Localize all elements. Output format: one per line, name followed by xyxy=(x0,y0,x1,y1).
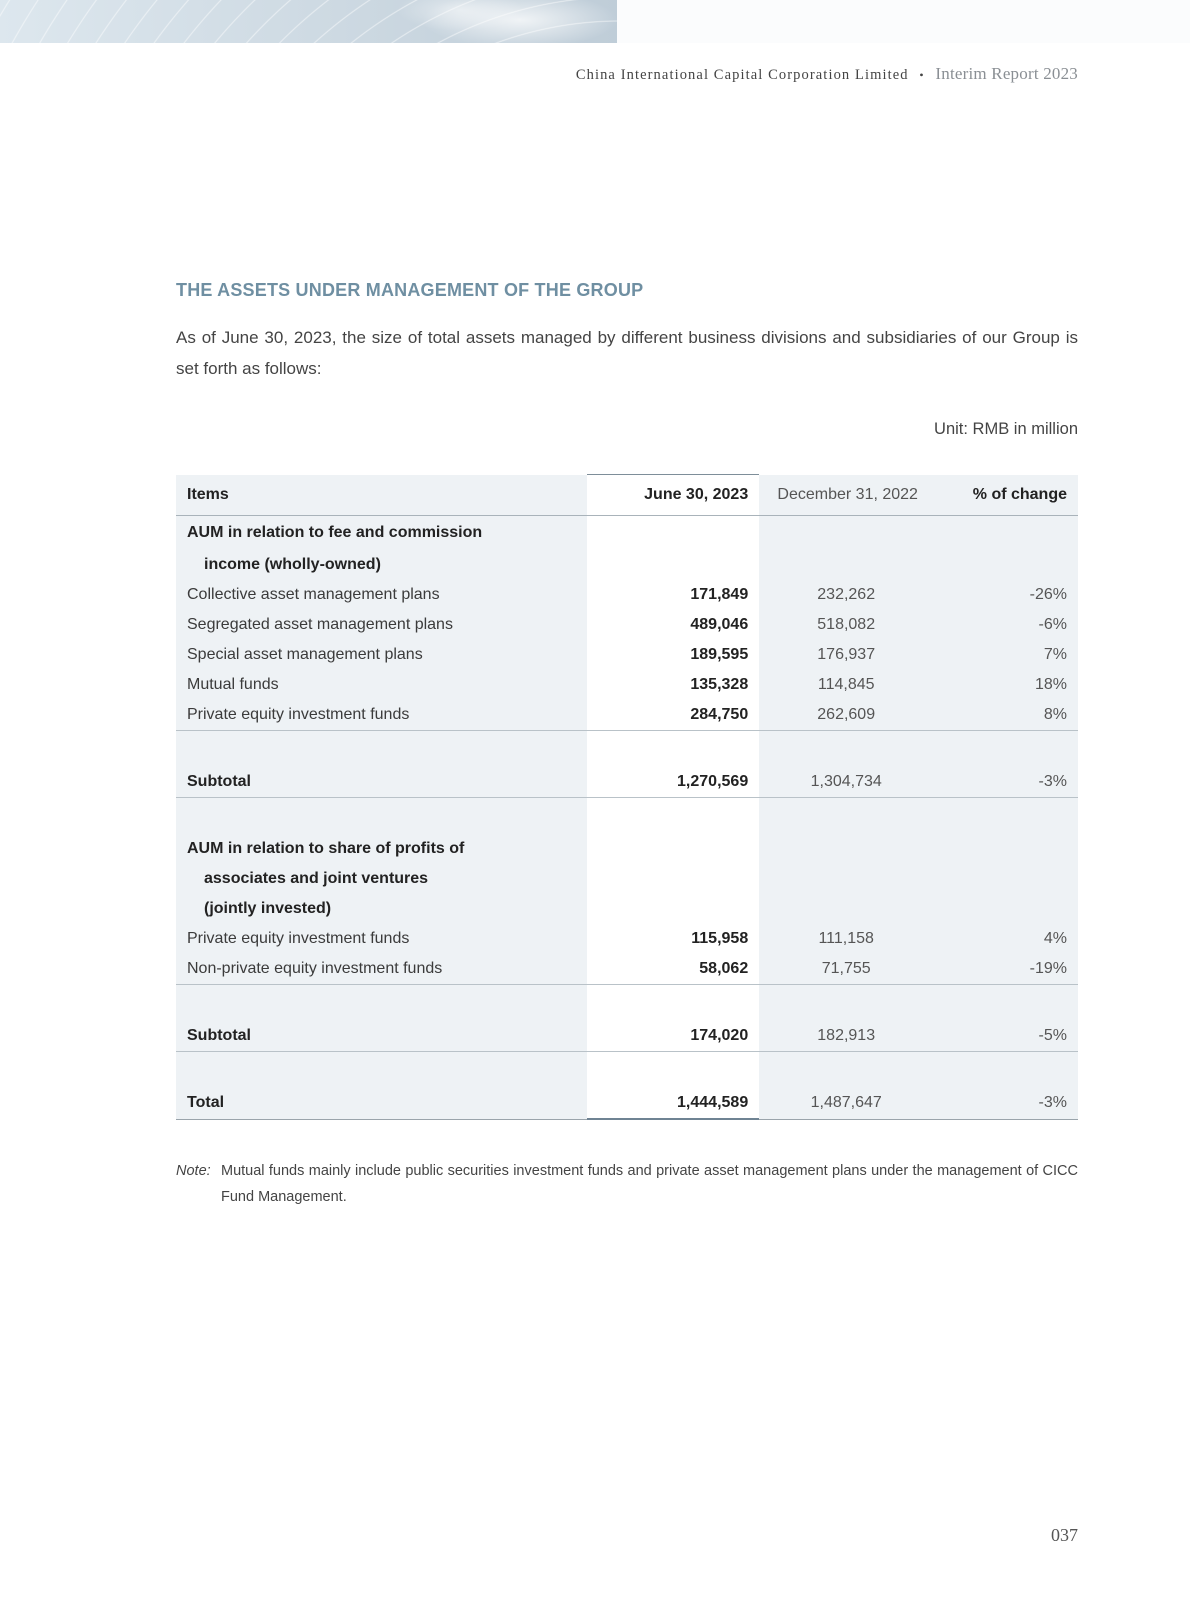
row-jun-value: 171,849 xyxy=(587,580,759,610)
table-row xyxy=(176,610,1078,640)
col-header-jun-2023: June 30, 2023 xyxy=(587,475,759,516)
table-header-row xyxy=(176,475,1078,516)
table-row xyxy=(176,954,1078,985)
intro-paragraph: As of June 30, 2023, the size of total assets managed by different business divisions and subsidiaries of our Group is set forth as follows: xyxy=(176,328,1078,378)
row-dec-value: 262,609 xyxy=(759,700,933,731)
subtotal-pct-value: -3% xyxy=(933,767,1078,798)
group-heading-row xyxy=(176,894,1078,924)
group2-heading-line3: (jointly invested) xyxy=(176,894,587,924)
subtotal-dec-value: 1,304,734 xyxy=(759,767,933,798)
row-jun-value: 58,062 xyxy=(587,954,759,985)
row-jun-value: 115,958 xyxy=(587,924,759,954)
row-pct-value: -26% xyxy=(933,580,1078,610)
row-pct-value: -6% xyxy=(933,610,1078,640)
subtotal-row xyxy=(176,1021,1078,1052)
spacer-row xyxy=(176,731,1078,768)
group1-heading-line1: AUM in relation to fee and commission xyxy=(176,516,587,551)
header-banner-fade xyxy=(617,0,1190,43)
col-header-items: Items xyxy=(176,475,587,516)
total-jun-value: 1,444,589 xyxy=(587,1088,759,1119)
group-heading-row xyxy=(176,550,1078,580)
row-item: Mutual funds xyxy=(176,670,587,700)
total-dec-value: 1,487,647 xyxy=(759,1088,933,1119)
aum-table xyxy=(176,474,1078,1120)
bullet-separator: • xyxy=(919,68,925,82)
subtotal-jun-value: 1,270,569 xyxy=(587,767,759,798)
subtotal-row xyxy=(176,767,1078,798)
row-pct-value: 18% xyxy=(933,670,1078,700)
row-item: Special asset management plans xyxy=(176,640,587,670)
group-heading-row xyxy=(176,516,1078,551)
table-row xyxy=(176,700,1078,731)
page-number: 037 xyxy=(1051,1525,1078,1545)
group2-heading-line1: AUM in relation to share of profits of xyxy=(176,834,587,864)
unit-label: Unit: RMB in million xyxy=(934,420,1078,438)
section-title: THE ASSETS UNDER MANAGEMENT OF THE GROUP xyxy=(176,280,644,300)
row-dec-value: 176,937 xyxy=(759,640,933,670)
group1-heading-line2: income (wholly-owned) xyxy=(176,550,587,580)
col-header-dec-2022: December 31, 2022 xyxy=(759,475,933,516)
group2-heading-line2: associates and joint ventures xyxy=(176,864,587,894)
note-label: Note: xyxy=(176,1163,211,1179)
company-name: China International Capital Corporation Limited xyxy=(575,67,909,83)
row-pct-value: 8% xyxy=(933,700,1078,731)
row-dec-value: 232,262 xyxy=(759,580,933,610)
row-item: Non-private equity investment funds xyxy=(176,954,587,985)
row-jun-value: 284,750 xyxy=(587,700,759,731)
spacer-row xyxy=(176,985,1078,1022)
row-jun-value: 489,046 xyxy=(587,610,759,640)
col-header-pct-change: % of change xyxy=(933,475,1078,516)
subtotal-jun-value: 174,020 xyxy=(587,1021,759,1052)
footnote xyxy=(176,1158,1078,1210)
row-dec-value: 111,158 xyxy=(759,924,933,954)
row-item: Private equity investment funds xyxy=(176,924,587,954)
table-row xyxy=(176,924,1078,954)
group-heading-row xyxy=(176,864,1078,894)
table-row xyxy=(176,640,1078,670)
row-item: Segregated asset management plans xyxy=(176,610,587,640)
row-item: Collective asset management plans xyxy=(176,580,587,610)
header-banner-image xyxy=(0,0,617,43)
total-pct-value: -3% xyxy=(933,1088,1078,1119)
table-row xyxy=(176,670,1078,700)
row-pct-value: -19% xyxy=(933,954,1078,985)
spacer-row xyxy=(176,798,1078,835)
spacer-row xyxy=(176,1052,1078,1089)
report-title: Interim Report 2023 xyxy=(935,64,1078,83)
subtotal-label: Subtotal xyxy=(176,1021,587,1052)
subtotal-dec-value: 182,913 xyxy=(759,1021,933,1052)
row-dec-value: 518,082 xyxy=(759,610,933,640)
row-pct-value: 4% xyxy=(933,924,1078,954)
row-item: Private equity investment funds xyxy=(176,700,587,731)
total-label: Total xyxy=(176,1088,587,1119)
row-jun-value: 135,328 xyxy=(587,670,759,700)
row-dec-value: 71,755 xyxy=(759,954,933,985)
total-row xyxy=(176,1088,1078,1119)
subtotal-pct-value: -5% xyxy=(933,1021,1078,1052)
table-row xyxy=(176,580,1078,610)
running-header xyxy=(576,64,1078,84)
group-heading-row xyxy=(176,834,1078,864)
row-dec-value: 114,845 xyxy=(759,670,933,700)
subtotal-label: Subtotal xyxy=(176,767,587,798)
note-text: Mutual funds mainly include public securities investment funds and private asset management plans under the management of CICC Fund Management. xyxy=(221,1163,1078,1205)
row-pct-value: 7% xyxy=(933,640,1078,670)
row-jun-value: 189,595 xyxy=(587,640,759,670)
